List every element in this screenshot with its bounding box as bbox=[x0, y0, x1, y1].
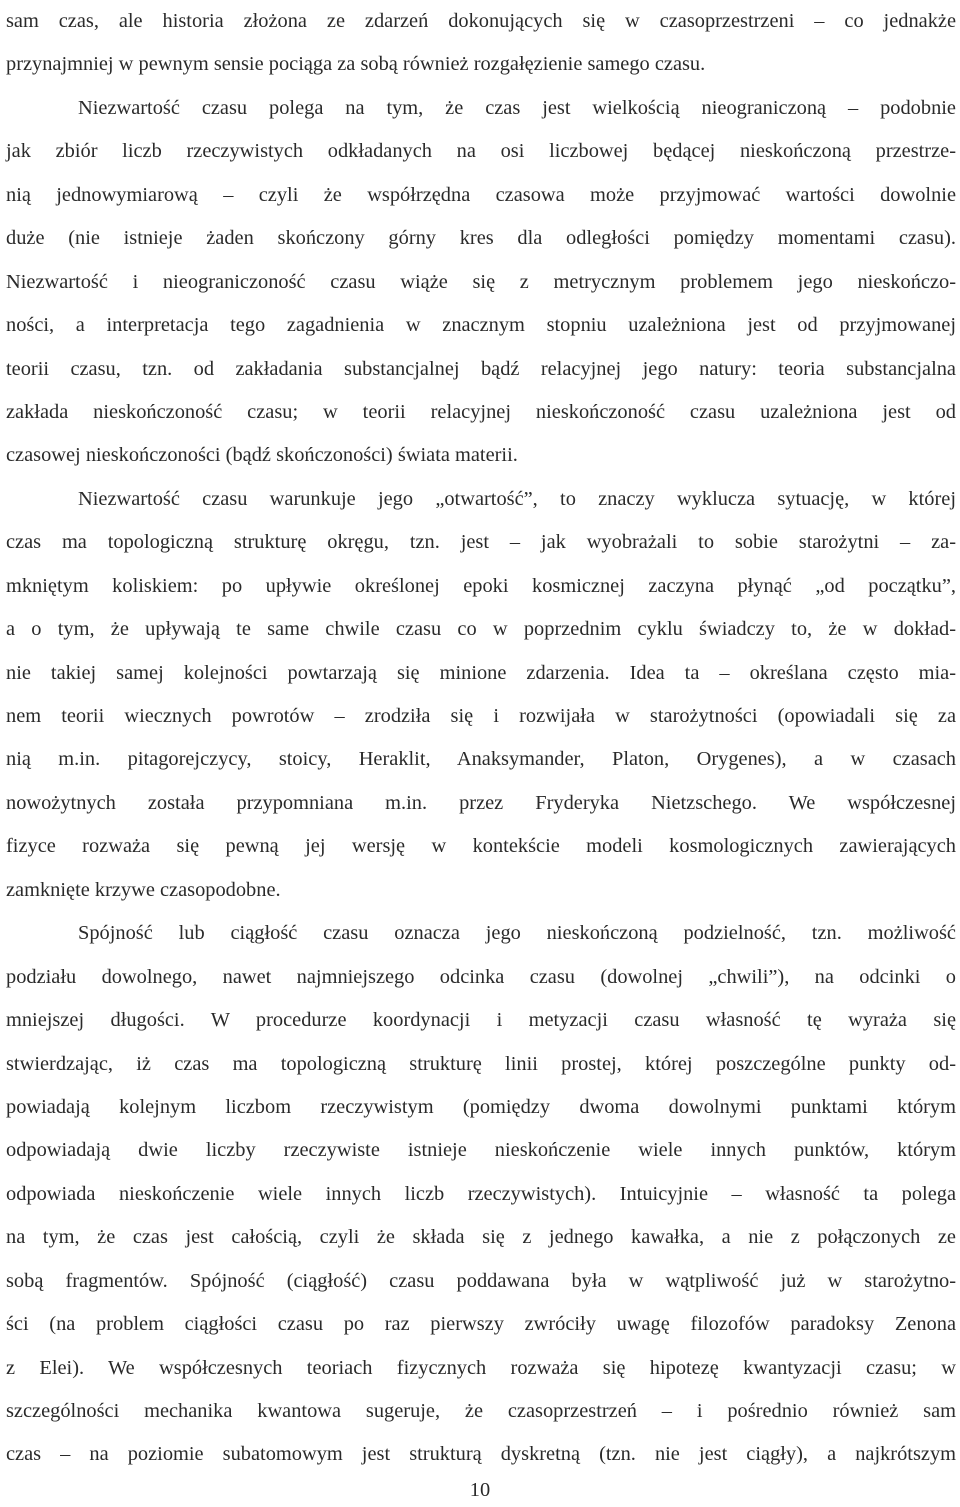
body-text bbox=[6, 0, 956, 1477]
text-line: duże (nie istnieje żaden skończony górny kres dla odległości pomiędzy momentami czasu). bbox=[6, 227, 956, 250]
text-line: Niezwartość czasu warunkuje jego „otwartość”, to znaczy wyklucza sytuację, w której bbox=[78, 487, 956, 510]
text-line: powiadają kolejnym liczbom rzeczywistym (pomiędzy dwoma dowolnymi punktami którym bbox=[6, 1095, 956, 1118]
text-line: przynajmniej w pewnym sensie pociąga za sobą również rozgałęzienie samego czasu. bbox=[6, 53, 706, 76]
text-line: ności, a interpretacja tego zagadnienia w znacznym stopniu uzależniona jest od przyjmowanej bbox=[6, 314, 956, 337]
text-line: jak zbiór liczb rzeczywistych odkładanych na osi liczbowej będącej nieskończoną przestrze- bbox=[6, 140, 956, 163]
text-line: mniejszej długości. W procedurze koordynacji i metyzacji czasu własność tę wyraża się bbox=[6, 1009, 956, 1032]
text-line: czas ma topologiczną strukturę okręgu, tzn. jest – jak wyobrażali to sobie starożytni – za- bbox=[6, 531, 956, 554]
text-line: czas – na poziomie subatomowym jest strukturą dyskretną (tzn. nie jest ciągły), a najkrótszym bbox=[6, 1443, 956, 1466]
text-line: nem teorii wiecznych powrotów – zrodziła się i rozwijała w starożytności (opowiadali się za bbox=[6, 705, 956, 727]
text-line: z Elei). We współczesnych teoriach fizycznych rozważa się hipotezę kwantyzacji czasu; w bbox=[6, 1356, 956, 1379]
text-line: nią m.in. pitagorejczycy, stoicy, Heraklit, Anaksymander, Platon, Orygenes), a w czasach bbox=[6, 748, 956, 771]
text-line: stwierdzając, iż czas ma topologiczną strukturę linii prostej, której poszczególne punkty od- bbox=[6, 1052, 956, 1075]
text-line: teorii czasu, tzn. od zakładania substancjalnej bądź relacyjnej jego natury: teoria substancjalna bbox=[6, 357, 956, 380]
text-line: sobą fragmentów. Spójność (ciągłość) czasu poddawana była w wątpliwość już w starożytno- bbox=[6, 1269, 956, 1292]
text-line: nią jednowymiarową – czyli że współrzędna czasowa może przyjmować wartości dowolnie bbox=[6, 183, 956, 206]
text-line: zamknięte krzywe czasopodobne. bbox=[6, 878, 281, 901]
text-line: podziału dowolnego, nawet najmniejszego odcinka czasu (dowolnej „chwili”), na odcinki o bbox=[6, 965, 956, 988]
text-line: nie takiej samej kolejności powtarzają się minione zdarzenia. Idea ta – określana często mia- bbox=[6, 661, 956, 684]
text-line: odpowiada nieskończenie wiele innych liczb rzeczywistych). Intuicyjnie – własność ta polega bbox=[6, 1182, 956, 1205]
text-line: odpowiadają dwie liczby rzeczywiste istnieje nieskończenie wiele innych punktów, którym bbox=[6, 1139, 956, 1162]
text-line: Niezwartość i nieograniczoność czasu wiąże się z metrycznym problemem jego nieskończo- bbox=[6, 270, 956, 293]
text-line: szczególności mechanika kwantowa sugeruje, że czasoprzestrzeń – i pośrednio również sam bbox=[6, 1400, 956, 1422]
text-line: ści (na problem ciągłości czasu po raz pierwszy zwróciły uwagę filozofów paradoksy Zenona bbox=[6, 1313, 956, 1336]
text-line: sam czas, ale historia złożona ze zdarzeń dokonujących się w czasoprzestrzeni – co jednakże bbox=[6, 10, 956, 32]
page-number: 10 bbox=[469, 1479, 491, 1501]
text-line: fizyce rozważa się pewną jej wersję w kontekście modeli kosmologicznych zawierających bbox=[6, 835, 956, 858]
text-line: czasowej nieskończoności (bądź skończoności) świata materii. bbox=[6, 444, 518, 467]
text-line: na tym, że czas jest całością, czyli że składa się z jednego kawałka, a nie z połączonych ze bbox=[6, 1226, 956, 1249]
text-line: nowożytnych została przypomniana m.in. przez Fryderyka Nietzschego. We współczesnej bbox=[6, 791, 956, 814]
text-line: Spójność lub ciągłość czasu oznacza jego nieskończoną podzielność, tzn. możliwość bbox=[78, 922, 956, 945]
text-line: a o tym, że upływają te same chwile czasu co w poprzednim cyklu świadczy to, że w dokład- bbox=[6, 618, 956, 641]
text-line: Niezwartość czasu polega na tym, że czas jest wielkością nieograniczoną – podobnie bbox=[78, 96, 956, 119]
text-line: zakłada nieskończoność czasu; w teorii relacyjnej nieskończoność czasu uzależniona jest od bbox=[6, 400, 956, 423]
text-line: mkniętym koliskiem: po upływie określonej epoki kosmicznej zaczyna płynąć „od początku”, bbox=[6, 574, 956, 597]
